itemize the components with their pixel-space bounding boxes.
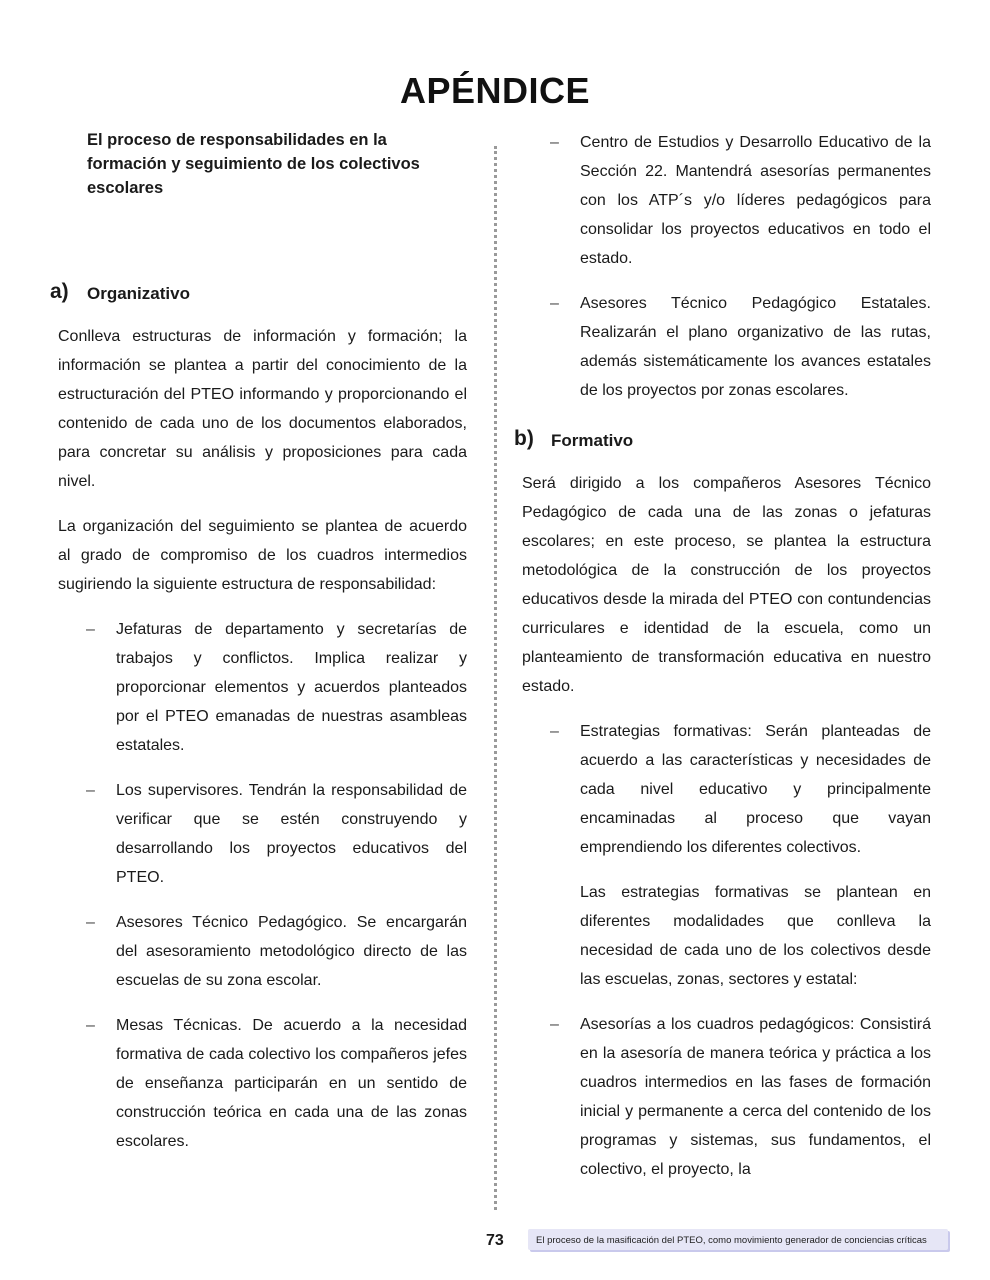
list-item-text: Mesas Técnicas. De acuerdo a la necesidad formativa de cada colectivo los compañeros jefes de enseñanza participarán en un sentido de construcción teórica en cada una de las zonas escolares. [116, 1017, 467, 1150]
formative-list-2 [522, 1010, 931, 1184]
responsibility-list [58, 615, 467, 1156]
left-column [50, 128, 467, 1172]
dash-bullet: – [550, 723, 559, 740]
list-item-text: Asesores Técnico Pedagógico Estatales. Realizarán el plano organizativo de las rutas, además sistemáticamente los avances estatales de los proyectos por zonas escolares. [580, 295, 931, 399]
dash-bullet: – [550, 295, 559, 312]
list-item-text: Jefaturas de departamento y secretarías de trabajos y conflictos. Implica realizar y proporcionar elementos y acuerdos planteados por el PTEO emanadas de nuestras asambleas estatales. [116, 621, 467, 754]
footer-text: El proceso de la masificación del PTEO, como movimiento generador de conciencias críticas [536, 1235, 927, 1246]
list-item-text: Los supervisores. Tendrán la responsabilidad de verificar que se estén construyendo y desarrollando los proyectos educativos del PTEO. [116, 782, 467, 886]
list-item [58, 1011, 467, 1156]
formative-list [522, 717, 931, 862]
column-divider [494, 146, 497, 1210]
page-number: 73 [486, 1232, 504, 1249]
dash-bullet: – [86, 621, 95, 638]
section-subtitle: El proceso de responsabilidades en la formación y seguimiento de los colectivos escolares [87, 131, 420, 197]
list-item-text: Asesorías a los cuadros pedagógicos: Consistirá en la asesoría de manera teórica y práctica a los cuadros intermedios en las fases de formación inicial y permanente a cerca del contenido de los programas y sistemas, sus fundamentos, el colectivo, el proyecto, la [580, 1016, 931, 1178]
section-b-heading [514, 427, 931, 459]
paragraph: La organización del seguimiento se plantea de acuerdo al grado de compromiso de los cuadros intermedios sugiriendo la siguiente estructura de responsabilidad: [58, 518, 467, 593]
paragraph: Será dirigido a los compañeros Asesores Técnico Pedagógico de cada una de las zonas o jefaturas escolares; en este proceso, se plantea la estructura metodológica de la construcción de los proyectos educativos desde la mirada del PTEO con contundencias curriculares e identidad de la escuela, como un planteamiento de transformación educativa en nuestro estado. [522, 475, 931, 695]
list-item [522, 289, 931, 405]
list-item-text: Asesores Técnico Pedagógico. Se encargarán del asesoramiento metodológico directo de las escuelas de su zona escolar. [116, 914, 467, 989]
dash-bullet: – [550, 134, 559, 151]
responsibility-list-continued [522, 128, 931, 405]
section-b-letter: b) [514, 427, 534, 450]
list-item [58, 776, 467, 892]
section-a-heading [50, 280, 467, 312]
section-a-title: Organizativo [87, 284, 190, 303]
section-a-letter: a) [50, 280, 69, 303]
page-title: APÉNDICE [399, 70, 591, 111]
dash-bullet: – [86, 1017, 95, 1034]
dash-bullet: – [86, 782, 95, 799]
dash-bullet: – [86, 914, 95, 931]
list-item [58, 615, 467, 760]
list-item [58, 908, 467, 995]
list-item [522, 717, 931, 862]
list-item-text: Estrategias formativas: Serán planteadas de acuerdo a las características y necesidades de cada nivel educativo y principalmente encaminadas al proceso que vayan emprendiendo los diferentes colectivos. [580, 723, 931, 856]
list-item-continuation: Las estrategias formativas se plantean en diferentes modalidades que conlleva la necesidad de cada uno de los colectivos desde las escuelas, zonas, sectores y estatal: [580, 884, 931, 988]
section-b-title: Formativo [551, 431, 634, 450]
paragraph: Conlleva estructuras de información y formación; la información se plantea a partir del conocimiento de la estructuración del PTEO informando y proporcionando el contenido de cada uno de los documentos elaborados, para concretar su análisis y proposiciones para cada nivel. [58, 328, 467, 490]
dash-bullet: – [550, 1016, 559, 1033]
list-item-text: Centro de Estudios y Desarrollo Educativo de la Sección 22. Mantendrá asesorías permanentes con los ATP´s y/o líderes pedagógicos para consolidar los proyectos educativos en todo el estado. [580, 134, 931, 267]
right-column [514, 128, 931, 1200]
list-item [522, 1010, 931, 1184]
list-item [522, 128, 931, 273]
